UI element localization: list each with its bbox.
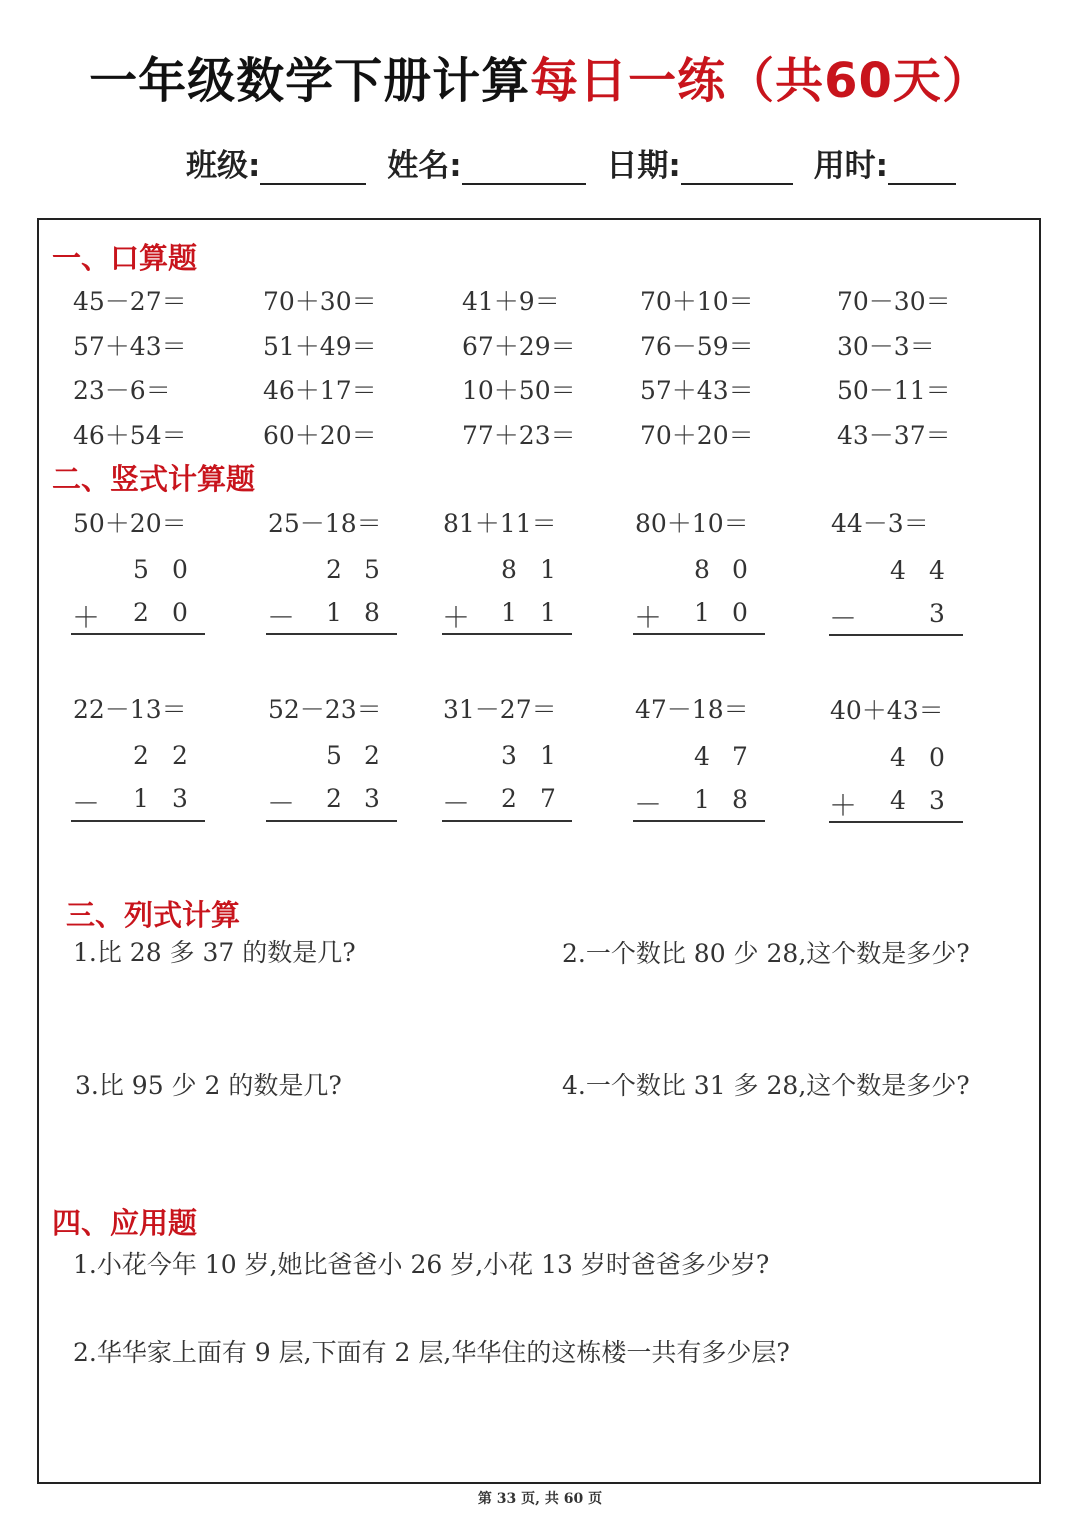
vertical-calc-equation: 80＋10＝ bbox=[635, 509, 749, 538]
mental-math-item: 41＋9＝ bbox=[462, 287, 560, 316]
vertical-top-digit: 1 bbox=[540, 555, 556, 584]
vertical-top-digit: 0 bbox=[929, 743, 945, 772]
word-problem: 1.小花今年 10 岁,她比爸爸小 26 岁,小花 13 岁时爸爸多少岁? bbox=[73, 1250, 770, 1279]
word-expression-question: 1.比 28 多 37 的数是几? bbox=[73, 938, 356, 967]
vertical-bottom-digit: 3 bbox=[929, 599, 945, 628]
mental-math-item: 67＋29＝ bbox=[462, 332, 576, 361]
vertical-bottom-digit: 3 bbox=[364, 784, 380, 813]
mental-math-item: 10＋50＝ bbox=[462, 376, 576, 405]
vertical-top-digit: 0 bbox=[172, 555, 188, 584]
vertical-bottom-digit: 1 bbox=[694, 785, 710, 814]
vertical-top-digit: 0 bbox=[732, 555, 748, 584]
page-number: 第 33 页, 共 60 页 bbox=[477, 1491, 603, 1507]
mental-math-item: 57＋43＝ bbox=[73, 332, 187, 361]
student-info-row bbox=[186, 140, 956, 185]
vertical-underline bbox=[71, 633, 205, 635]
vertical-top-digit: 8 bbox=[501, 555, 517, 584]
vertical-underline bbox=[442, 820, 572, 822]
vertical-bottom-digit: 0 bbox=[732, 598, 748, 627]
vertical-calc-equation: 22－13＝ bbox=[73, 695, 187, 724]
vertical-calc-equation: 81＋11＝ bbox=[443, 509, 557, 538]
vertical-operator: － bbox=[72, 787, 101, 820]
vertical-calc-equation: 50＋20＝ bbox=[73, 509, 187, 538]
vertical-underline bbox=[633, 633, 765, 635]
vertical-bottom-digit: 2 bbox=[501, 784, 517, 813]
vertical-operator: － bbox=[267, 601, 296, 634]
vertical-underline bbox=[829, 821, 963, 823]
vertical-bottom-digit: 8 bbox=[732, 785, 748, 814]
mental-math-item: 76－59＝ bbox=[640, 332, 754, 361]
vertical-top-digit: 8 bbox=[694, 555, 710, 584]
vertical-operator: － bbox=[442, 787, 471, 820]
vertical-underline bbox=[266, 820, 397, 822]
vertical-operator: － bbox=[634, 788, 663, 821]
section4-title: 四、应用题 bbox=[52, 1206, 198, 1240]
vertical-calc-equation: 52－23＝ bbox=[268, 695, 382, 724]
vertical-calc-equation: 47－18＝ bbox=[635, 695, 749, 724]
vertical-top-digit: 4 bbox=[890, 743, 906, 772]
vertical-bottom-digit: 2 bbox=[326, 784, 342, 813]
vertical-bottom-digit: 0 bbox=[172, 598, 188, 627]
vertical-top-digit: 2 bbox=[364, 741, 380, 770]
time-label: 用时: bbox=[813, 148, 889, 184]
name-field[interactable] bbox=[462, 153, 586, 185]
mental-math-item: 70＋20＝ bbox=[640, 421, 754, 450]
vertical-top-digit: 5 bbox=[326, 741, 342, 770]
vertical-calc-equation: 40＋43＝ bbox=[830, 696, 944, 725]
vertical-operator: ＋ bbox=[72, 601, 101, 634]
class-label: 班级: bbox=[186, 148, 261, 184]
vertical-operator: ＋ bbox=[634, 601, 663, 634]
vertical-top-digit: 4 bbox=[929, 556, 945, 585]
mental-math-item: 51＋49＝ bbox=[263, 332, 377, 361]
vertical-bottom-digit: 7 bbox=[540, 784, 556, 813]
mental-math-item: 45－27＝ bbox=[73, 287, 187, 316]
word-expression-question: 4.一个数比 31 多 28,这个数是多少? bbox=[562, 1071, 970, 1100]
vertical-top-digit: 3 bbox=[501, 741, 517, 770]
section3-title: 三、列式计算 bbox=[66, 898, 241, 932]
vertical-underline bbox=[829, 634, 963, 636]
word-problem: 2.华华家上面有 9 层,下面有 2 层,华华住的这栋楼一共有多少层? bbox=[73, 1338, 790, 1367]
vertical-calc-equation: 25－18＝ bbox=[268, 509, 382, 538]
section2-title: 二、竖式计算题 bbox=[52, 462, 256, 496]
vertical-top-digit: 2 bbox=[133, 741, 149, 770]
vertical-top-digit: 4 bbox=[890, 556, 906, 585]
mental-math-item: 50－11＝ bbox=[837, 376, 951, 405]
title-black: 一年级数学下册计算 bbox=[89, 53, 531, 109]
vertical-top-digit: 2 bbox=[172, 741, 188, 770]
vertical-calc-equation: 44－3＝ bbox=[831, 509, 929, 538]
vertical-top-digit: 5 bbox=[133, 555, 149, 584]
mental-math-item: 46＋17＝ bbox=[263, 376, 377, 405]
vertical-bottom-digit: 1 bbox=[501, 598, 517, 627]
vertical-operator: ＋ bbox=[442, 601, 471, 634]
vertical-underline bbox=[71, 820, 205, 822]
vertical-bottom-digit: 8 bbox=[364, 598, 380, 627]
time-field[interactable] bbox=[888, 153, 956, 185]
vertical-top-digit: 1 bbox=[540, 741, 556, 770]
vertical-bottom-digit: 1 bbox=[326, 598, 342, 627]
vertical-bottom-digit: 1 bbox=[133, 784, 149, 813]
vertical-operator: － bbox=[267, 787, 296, 820]
mental-math-item: 60＋20＝ bbox=[263, 421, 377, 450]
mental-math-item: 46＋54＝ bbox=[73, 421, 187, 450]
mental-math-item: 43－37＝ bbox=[837, 421, 951, 450]
vertical-operator: ＋ bbox=[829, 789, 858, 822]
mental-math-item: 30－3＝ bbox=[837, 332, 935, 361]
vertical-bottom-digit: 2 bbox=[133, 598, 149, 627]
vertical-bottom-digit: 3 bbox=[929, 786, 945, 815]
word-expression-question: 3.比 95 少 2 的数是几? bbox=[75, 1071, 342, 1100]
vertical-top-digit: 4 bbox=[694, 742, 710, 771]
vertical-bottom-digit: 1 bbox=[540, 598, 556, 627]
section1-title: 一、口算题 bbox=[52, 241, 198, 275]
vertical-operator: － bbox=[829, 602, 858, 635]
vertical-bottom-digit: 3 bbox=[172, 784, 188, 813]
worksheet-frame bbox=[37, 218, 1041, 1484]
mental-math-item: 77＋23＝ bbox=[462, 421, 576, 450]
title-red: 每日一练（共60天） bbox=[530, 53, 991, 109]
vertical-underline bbox=[442, 633, 572, 635]
vertical-underline bbox=[633, 820, 765, 822]
vertical-top-digit: 2 bbox=[326, 555, 342, 584]
mental-math-item: 57＋43＝ bbox=[640, 376, 754, 405]
vertical-bottom-digit: 4 bbox=[890, 786, 906, 815]
date-label: 日期: bbox=[606, 148, 681, 184]
class-field[interactable] bbox=[260, 153, 366, 185]
vertical-top-digit: 7 bbox=[732, 742, 748, 771]
vertical-top-digit: 5 bbox=[364, 555, 380, 584]
vertical-bottom-digit: 1 bbox=[694, 598, 710, 627]
date-field[interactable] bbox=[681, 153, 793, 185]
vertical-calc-equation: 31－27＝ bbox=[443, 695, 557, 724]
mental-math-item: 70－30＝ bbox=[837, 287, 951, 316]
page-title bbox=[0, 42, 1080, 111]
name-label: 姓名: bbox=[387, 148, 462, 184]
mental-math-item: 23－6＝ bbox=[73, 376, 171, 405]
mental-math-item: 70＋30＝ bbox=[263, 287, 377, 316]
mental-math-item: 70＋10＝ bbox=[640, 287, 754, 316]
vertical-underline bbox=[266, 633, 397, 635]
word-expression-question: 2.一个数比 80 少 28,这个数是多少? bbox=[562, 939, 970, 968]
